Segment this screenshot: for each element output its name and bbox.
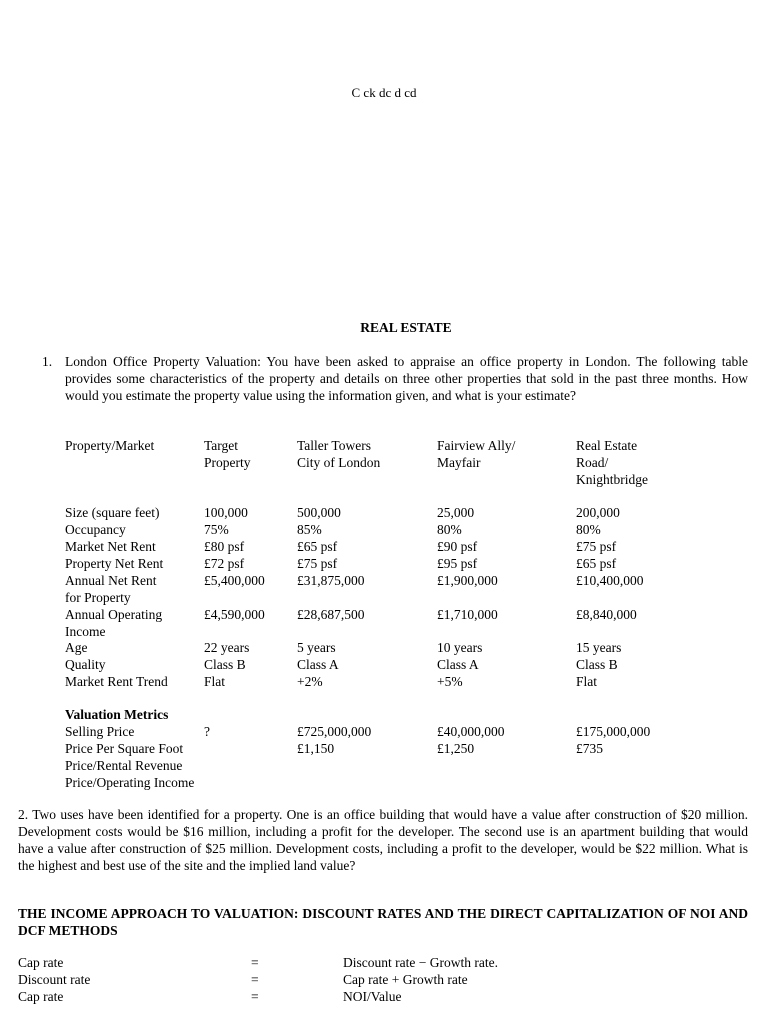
cell: £28,687,500 [297, 607, 365, 622]
cell: £72 psf [204, 556, 245, 571]
header-realestate-line1: Real Estate [576, 438, 638, 453]
page-title: REAL ESTATE [360, 320, 452, 335]
cell: 500,000 [297, 505, 341, 520]
formula-equals: = [251, 972, 259, 987]
header-fairview-line2: Mayfair [437, 455, 481, 470]
formula-left: Discount rate [18, 972, 91, 987]
cell: +5% [437, 674, 463, 689]
cell: Class A [437, 657, 479, 672]
formula-right: Discount rate − Growth rate. [343, 955, 498, 970]
cell: 22 years [204, 640, 250, 655]
header-target-line1: Target [204, 438, 239, 453]
cell: ? [204, 724, 210, 739]
question-2-text: 2. Two uses have been identified for a property. One is an office building that would have a value after construction of $20 million. Development costs would be $16 million, including a profit for the developer. The second use is an apartment building that would have a value after construction of $25 million. Development costs, including a profit to the developer, would be $22 million. What is the highest and best use of the site and the implied land value? [18, 807, 748, 873]
row-label-size: Size (square feet) [65, 505, 160, 520]
row-label-annual-net-rent-line2: for Property [65, 590, 131, 605]
cell: £75 psf [297, 556, 338, 571]
formula-left: Cap rate [18, 989, 64, 1004]
header-realestate-line3: Knightbridge [576, 472, 648, 487]
cell: 100,000 [204, 505, 248, 520]
formula-right: NOI/Value [343, 989, 402, 1004]
cell: £80 psf [204, 539, 245, 554]
cell: £5,400,000 [204, 573, 265, 588]
header-target-line2: Property [204, 455, 251, 470]
cell: £75 psf [576, 539, 617, 554]
cell: +2% [297, 674, 323, 689]
cell: £735 [576, 741, 603, 756]
cell: Class B [576, 657, 618, 672]
cell: 25,000 [437, 505, 475, 520]
cell: Flat [204, 674, 226, 689]
row-label-annual-net-rent-line1: Annual Net Rent [65, 573, 157, 588]
cell: Class A [297, 657, 339, 672]
cell: 5 years [297, 640, 336, 655]
cell: £725,000,000 [297, 724, 372, 739]
valuation-metrics-heading: Valuation Metrics [65, 707, 169, 722]
formula-equals: = [251, 989, 259, 1004]
cell: 80% [576, 522, 601, 537]
question-1-text: London Office Property Valuation: You have been asked to appraise an office property in London. The following table provides some characteristics of the property and details on three other properties that sold in the past three months. How would you estimate the property value using the information given, and what is your estimate? [65, 354, 748, 403]
cell: £65 psf [297, 539, 338, 554]
header-garbled-text: C ck dc d cd [351, 85, 417, 100]
row-label-property-net-rent: Property Net Rent [65, 556, 164, 571]
cell: £8,840,000 [576, 607, 637, 622]
row-label-price-per-sqft: Price Per Square Foot [65, 741, 184, 756]
row-label-annual-operating-line2: Income [65, 624, 106, 639]
cell: 200,000 [576, 505, 620, 520]
header-fairview-line1: Fairview Ally/ [437, 438, 516, 453]
cell: 10 years [437, 640, 483, 655]
row-label-annual-operating-line1: Annual Operating [65, 607, 163, 622]
cell: £1,250 [437, 741, 475, 756]
cell: Flat [576, 674, 598, 689]
cell: 15 years [576, 640, 622, 655]
header-taller-line1: Taller Towers [297, 438, 371, 453]
question-1-number: 1. [42, 354, 53, 369]
cell: £1,710,000 [437, 607, 498, 622]
cell: £175,000,000 [576, 724, 651, 739]
row-label-occupancy: Occupancy [65, 522, 126, 537]
row-label-age: Age [65, 640, 88, 655]
cell: £10,400,000 [576, 573, 644, 588]
cell: 75% [204, 522, 229, 537]
header-property-market: Property/Market [65, 438, 155, 453]
row-label-quality: Quality [65, 657, 106, 672]
cell: 85% [297, 522, 322, 537]
cell: £40,000,000 [437, 724, 505, 739]
formula-left: Cap rate [18, 955, 64, 970]
cell: £65 psf [576, 556, 617, 571]
income-approach-heading: THE INCOME APPROACH TO VALUATION: DISCOUNT RATES AND THE DIRECT CAPITALIZATION OF NOI AND DCF METHODS [18, 906, 748, 938]
row-label-price-rental-revenue: Price/Rental Revenue [65, 758, 183, 773]
cell: £4,590,000 [204, 607, 265, 622]
cell: £31,875,000 [297, 573, 365, 588]
row-label-market-net-rent: Market Net Rent [65, 539, 156, 554]
formula-right: Cap rate + Growth rate [343, 972, 468, 987]
cell: Class B [204, 657, 246, 672]
header-realestate-line2: Road/ [576, 455, 609, 470]
row-label-selling-price: Selling Price [65, 724, 135, 739]
cell: £1,150 [297, 741, 335, 756]
row-label-market-rent-trend: Market Rent Trend [65, 674, 168, 689]
cell: 80% [437, 522, 462, 537]
row-label-price-operating-income: Price/Operating Income [65, 775, 195, 790]
header-taller-line2: City of London [297, 455, 381, 470]
formula-equals: = [251, 955, 259, 970]
cell: £95 psf [437, 556, 478, 571]
cell: £1,900,000 [437, 573, 498, 588]
cell: £90 psf [437, 539, 478, 554]
